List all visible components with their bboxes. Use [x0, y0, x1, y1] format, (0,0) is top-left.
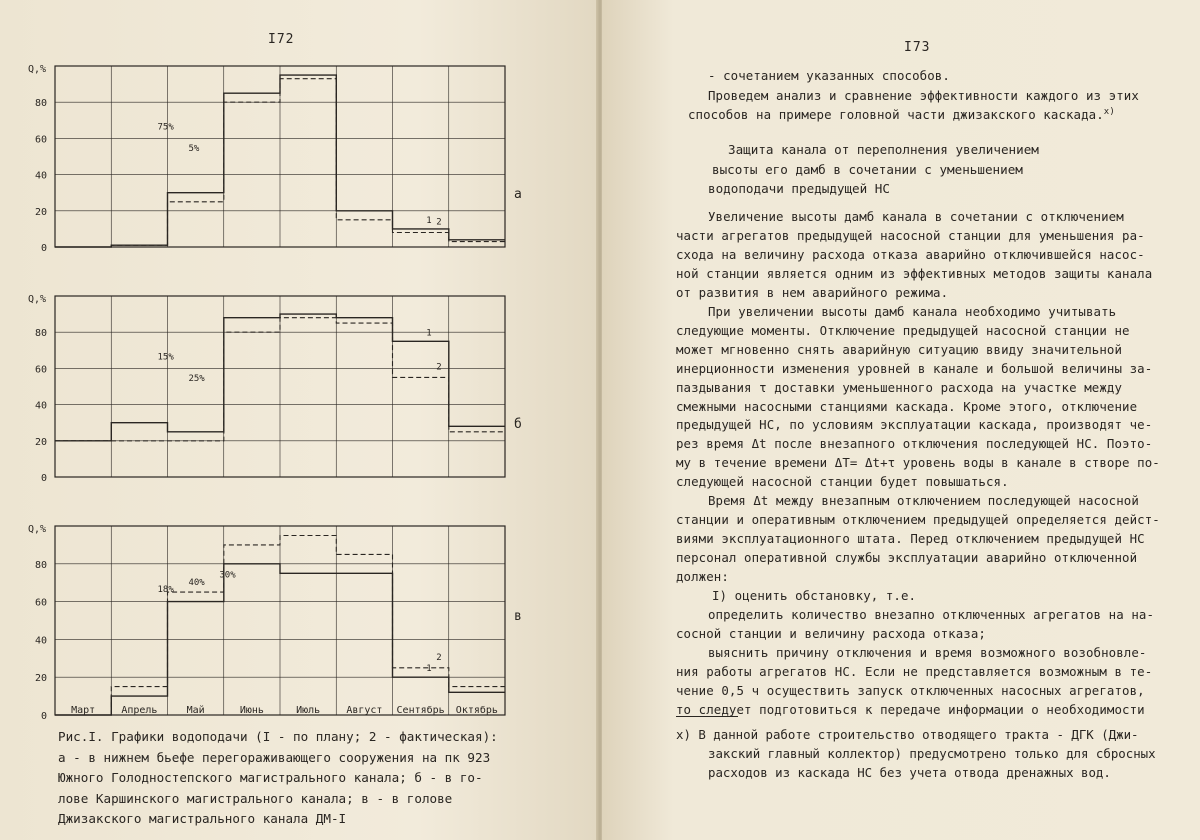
caption-line: Южного Голодностепского магистрального канала; б - в го- [58, 770, 483, 785]
section-heading: высоты его дамб в сочетании с уменьшением [712, 162, 1023, 177]
y-tick-label: 40 [34, 635, 47, 647]
month-label: Сентябрь [396, 705, 445, 716]
body-line: Увеличение высоты дамб канала в сочетании с отключением [708, 209, 1124, 224]
y-axis-label: Q,% [28, 524, 47, 535]
y-tick-label: 80 [34, 98, 47, 110]
body-line: схода на величину расхода отказа аварийно отключившейся насос- [676, 246, 1145, 262]
panel-letter: а [514, 187, 522, 202]
panel-letter: б [514, 417, 522, 432]
footnote-line: расходов из каскада НС без учета отвода дренажных вод. [708, 765, 1111, 780]
percent-annotation: 30% [219, 570, 236, 581]
body-line: виями эксплуатационного штата. Перед отключением предыдущей НС [676, 531, 1145, 547]
y-axis-label: Q,% [28, 294, 47, 305]
percent-annotation: 40% [188, 577, 205, 588]
figure-caption [58, 727, 518, 830]
curve-label: 2 [436, 217, 442, 228]
body-line: ния работы агрегатов НС. Если не представляется возможным в те- [676, 663, 1153, 679]
y-tick-label: 40 [34, 170, 47, 182]
body-line: выяснить причину отключения и время возможного возобновле- [708, 644, 1147, 660]
intro-line [688, 107, 1115, 122]
body-line: рез время Δt после внезапного отключения последующей НС. Поэто- [676, 436, 1153, 452]
month-label: Июль [296, 705, 321, 716]
body-line: персонал оперативной службы эксплуатации аварийно отключенной [676, 550, 1138, 566]
body-line: должен: [676, 569, 729, 585]
y-tick-label: 20 [34, 673, 47, 685]
footnote-line: закский главный коллектор) предусмотрено только для сбросных [708, 746, 1156, 761]
y-tick-label: 40 [34, 400, 47, 412]
curve-label: 2 [436, 652, 442, 663]
footnote-line: x) В данной работе строительство отводящего тракта - ДГК (Джи- [676, 727, 1139, 742]
month-label: Март [71, 705, 96, 716]
y-axis-label: Q,% [28, 64, 47, 75]
body-line: сосной станции и величину расхода отказа; [676, 625, 986, 641]
body-line: предыдущей НС, по условиям эксплуатации каскада, производят че- [676, 417, 1153, 433]
month-label: Май [186, 705, 205, 716]
intro-line: - сочетанием указанных способов. [708, 68, 950, 83]
curve-label: 1 [426, 664, 432, 675]
body-line: то следует подготовиться к передаче информации о необходимости [676, 701, 1145, 717]
panel-letter: в [514, 609, 522, 624]
percent-annotation: 25% [188, 374, 205, 385]
body-line: му в течение времени ΔT= Δt+τ уровень воды в канале в створе по- [676, 455, 1160, 471]
month-label: Июнь [239, 705, 264, 716]
curve-label: 1 [426, 215, 432, 226]
month-label: Август [346, 705, 383, 716]
body-line: от развития в нем аварийного режима. [676, 284, 949, 300]
percent-annotation: 15% [157, 352, 174, 363]
left-page [0, 0, 598, 840]
intro-line: Проведем анализ и сравнение эффективности каждого из этих [708, 88, 1139, 103]
body-line: смежными насосными станциями каскада. Кроме этого, отключение [676, 398, 1138, 414]
body-line: следующие моменты. Отключение предыдущей насосной станции не [676, 322, 1130, 338]
body-line: определить количество внезапно отключенных агрегатов на на- [708, 606, 1155, 622]
body-line: ной станции является одним из эффективных методов защиты канала [676, 265, 1153, 281]
body-line: Время Δt между внезапным отключением последующей насосной [708, 493, 1139, 509]
body-line: следующей насосной станции будет повышаться. [676, 474, 1009, 490]
y-tick-label: 60 [34, 597, 47, 609]
y-tick-label: 60 [34, 364, 47, 376]
y-tick-label: 20 [34, 436, 47, 448]
y-tick-label: 80 [34, 559, 47, 571]
intro-line-text: способов на примере головной части джизакского каскада. [688, 107, 1104, 123]
right-page [602, 0, 1200, 840]
body-line: чение 0,5 ч осуществить запуск отключенных насосных агрегатов, [676, 682, 1145, 698]
percent-annotation: 18% [157, 585, 174, 596]
caption-line: лове Каршинского магистрального канала; в - в голове [58, 790, 453, 806]
y-tick-label: 60 [34, 134, 47, 146]
percent-annotation: 5% [188, 144, 200, 155]
y-tick-label: 0 [40, 243, 47, 254]
y-tick-label: 80 [34, 328, 47, 340]
curve-label: 2 [436, 362, 442, 373]
section-heading: Защита канала от переполнения увеличением [728, 142, 1039, 157]
month-label: Октябрь [455, 705, 498, 716]
y-tick-label: 0 [40, 711, 47, 722]
section-heading: водоподачи предыдущей НС [708, 181, 890, 196]
footnote-rule [676, 716, 738, 717]
page-number-right: I73 [904, 40, 931, 55]
caption-line: а - в нижнем бьефе перегораживающего сооружения на пк 923 [58, 749, 491, 765]
caption-line: Джизакского магистрального канала ДМ-I [58, 811, 347, 826]
body-line: может мгновенно снять аварийную ситуацию ввиду значительной [676, 341, 1123, 357]
curve-label: 1 [426, 328, 432, 339]
footnote-marker: x) [1103, 107, 1115, 117]
caption-line: Рис.I. Графики водоподачи (I - по плану; 2 - фактическая): [58, 729, 498, 744]
body-line: инерционности изменения уровней в канале и большой величины за- [676, 360, 1153, 376]
body-line: части агрегатов предыдущей насосной станции для уменьшения ра- [676, 227, 1145, 243]
percent-annotation: 75% [157, 122, 174, 133]
body-line: станции и оперативным отключением предыдущей определяется дейст- [676, 512, 1160, 528]
y-tick-label: 0 [40, 473, 47, 484]
body-line: I) оценить обстановку, т.е. [712, 588, 917, 603]
y-tick-label: 20 [34, 206, 47, 218]
figure-charts [0, 0, 598, 725]
month-label: Апрель [121, 705, 158, 716]
body-line: паздывания τ доставки уменьшенного расхода на участке между [676, 379, 1123, 395]
body-line: При увеличении высоты дамб канала необходимо учитывать [708, 303, 1117, 319]
page-number-left: I72 [268, 32, 295, 47]
